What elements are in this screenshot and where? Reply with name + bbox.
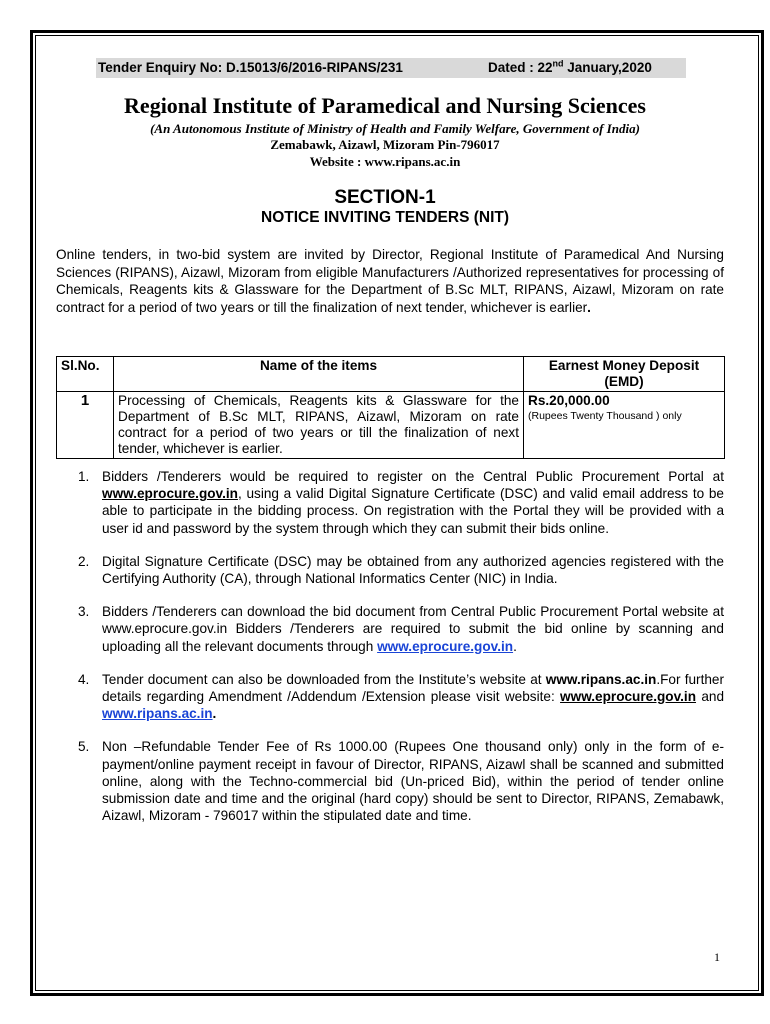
institute-website: Website : www.ripans.ac.in (309, 154, 461, 169)
eprocure-link[interactable]: www.eprocure.gov.in (560, 689, 697, 705)
tender-header-bar (96, 58, 686, 78)
header-emd: Earnest Money Deposit (EMD) (524, 357, 725, 392)
institute-address: Zemabawk, Aizawl, Mizoram Pin-796017 (270, 137, 500, 152)
eprocure-link[interactable]: www.eprocure.gov.in (102, 486, 238, 502)
cell-sl-no: 1 (57, 392, 114, 459)
terms-list (56, 468, 724, 840)
page-number: 1 (714, 950, 720, 964)
institute-name: Regional Institute of Paramedical and Nursing Sciences (124, 93, 646, 118)
institute-subtitle: (An Autonomous Institute of Ministry of Health and Family Welfare, Government of India) (150, 121, 640, 136)
list-item: 1. Bidders /Tenderers would be required to register on the Central Public Procurement Portal at www.eprocure.gov.in, using a valid Digital Signature Certificate (DSC) and valid email address to be able to participate in the bidding process. On registration with the Portal they will be provided with a user id and password by the system through which they can submit their bids online. (78, 469, 724, 536)
table-row (57, 392, 725, 459)
list-item: 2. Digital Signature Certificate (DSC) may be obtained from any authorized agencies registered with the Certifying Authority (CA), through National Informatics Center (NIC) in India. (78, 553, 724, 587)
intro-paragraph: Online tenders, in two-bid system are invited by Director, Regional Institute of Paramedical And Nursing Sciences (RIPANS), Aizawl, Mizoram from eligible Manufacturers /Authorized representatives for processing of Chemicals, Reagents kits & Glassware for the Department of B.Sc MLT, RIPANS, Aizawl, Mizoram on rate contract for a period of two years or till the finalization of next tender, whichever is earlier. (56, 247, 724, 315)
section-title: SECTION-1 (334, 187, 436, 208)
emd-amount-words: (Rupees Twenty Thousand ) only (528, 410, 682, 422)
header-sl-no: Sl.No. (57, 357, 114, 392)
ripans-link[interactable]: www.ripans.ac.in (102, 706, 213, 722)
eprocure-link[interactable]: www.eprocure.gov.in (377, 638, 514, 654)
tender-enquiry-number: Tender Enquiry No: D.15013/6/2016-RIPANS/231 (98, 60, 403, 75)
list-item: 4. Tender document can also be downloaded from the Institute’s website at www.ripans.ac.in.For further details regarding Amendment /Addendum /Extension please visit website: www.eprocure.gov.in and www.ripans.ac.in. (78, 671, 724, 722)
cell-emd (524, 392, 725, 459)
cell-item-name: Processing of Chemicals, Reagents kits & Glassware for the Department of B.Sc MLT, RIPANS, Aizawl, Mizoram on rate contract for a period of two years or till the finalization of next tender, whichever is earlier. (114, 392, 524, 459)
tender-date: Dated : 22nd January,2020 (488, 58, 652, 75)
table-header-row (57, 357, 725, 392)
header-item-name: Name of the items (114, 357, 524, 392)
section-subtitle: NOTICE INVITING TENDERS (NIT) (261, 209, 509, 226)
list-item: 3. Bidders /Tenderers can download the bid document from Central Public Procurement Portal website at www.eprocure.gov.in Bidders /Tenderers are required to submit the bid online by scanning and uploading all the relevant documents through www.eprocure.gov.in. (78, 604, 724, 654)
list-item: 5. Non –Refundable Tender Fee of Rs 1000.00 (Rupees One thousand only) only in the form of e-payment/online payment receipt in favour of Director, RIPANS, Aizawl shall be scanned and submitted online, along with the Techno-commercial bid (Un-priced Bid), within the period of tender online submission date and time and the original (hard copy) should be sent to Director, RIPANS, Zemabawk, Aizawl, Mizoram - 796017 within the stipulated date and time. (78, 739, 724, 824)
items-table (56, 356, 725, 459)
ripans-website-text: www.ripans.ac.in (545, 671, 657, 687)
emd-amount: Rs.20,000.00 (528, 393, 610, 408)
